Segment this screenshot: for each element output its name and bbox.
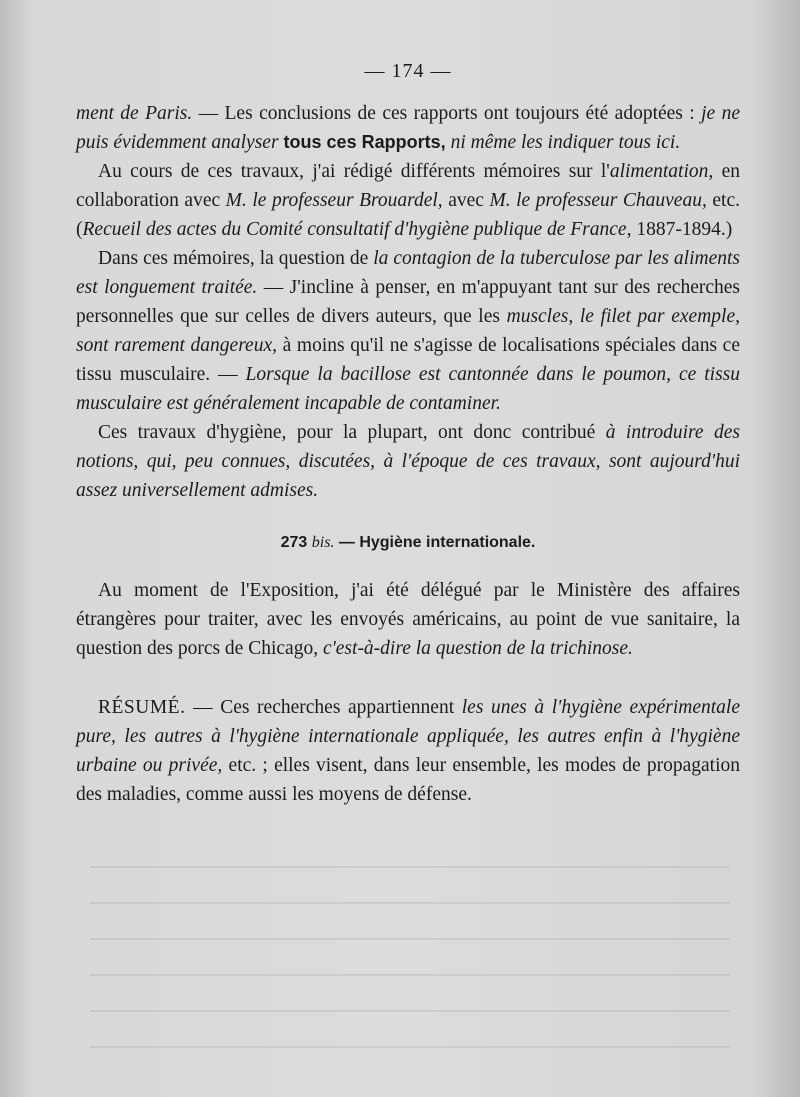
text-run: — Ces recherches appartiennent xyxy=(185,697,462,718)
section-number: 273 xyxy=(280,534,312,551)
text-italic: ni même les indiquer tous ici. xyxy=(450,132,681,153)
text-italic: je ne puis évidemment analyser xyxy=(76,103,740,153)
section-title: — Hygiène internationale. xyxy=(334,534,536,551)
text-run: Au moment de l'Exposition, j'ai été délégué par le Ministère des affaires étrangères pour traiter, avec les envoyés américains, au point de vue sanitaire, la question des porcs de Chicago, xyxy=(76,580,740,659)
text-italic: Recueil des actes du Comité consultatif d'hygiène publique de France, xyxy=(82,219,632,240)
page-content xyxy=(76,60,740,809)
text-run: Ces travaux d'hygiène, pour la plupart, ont donc contribué xyxy=(98,422,606,443)
text-run: à moins qu'il ne s'agisse de localisations spéciales dans ce tissu musculaire. — xyxy=(76,335,740,385)
text-run: Dans ces mémoires, la question de xyxy=(98,248,374,269)
resume-label: RÉSUMÉ. xyxy=(98,697,186,718)
show-through-text xyxy=(90,840,730,1080)
page-number: — 174 — xyxy=(364,60,452,82)
text-run: — Les conclusions de ces rapports ont toujours été adoptées : xyxy=(192,103,702,124)
text-run: — J'incline à penser, en m'appuyant tant sur des recherches personnelles que sur celles de divers auteurs, que les xyxy=(76,277,740,327)
text-italic: ment de Paris. xyxy=(76,103,193,124)
text-run: etc. ( xyxy=(76,190,740,240)
text-italic: la contagion de la tuberculose par les aliments est longuement traitée. xyxy=(76,248,740,298)
text-run: avec xyxy=(442,190,490,211)
text-run: etc. ; elles visent, dans leur ensemble, les modes de propagation des maladies, comme aussi les moyens de défense. xyxy=(76,755,740,805)
paragraph-tuberculose xyxy=(76,244,740,418)
text-italic: les unes à l'hygiène expérimentale pure, les autres à l'hygiène internationale appliquée, les autres enfin à l'hygiène urbaine ou privée, xyxy=(76,697,741,776)
paragraph-travaux xyxy=(76,418,740,505)
text-italic: à introduire des notions, qui, peu connues, discutées, à l'époque de ces travaux, sont aujourd'hui assez universellement admises. xyxy=(76,422,740,501)
text-italic: M. le professeur Chauveau, xyxy=(489,190,707,211)
section-heading xyxy=(76,534,740,552)
text-run: 1887-1894.) xyxy=(631,219,733,240)
paragraph-exposition xyxy=(76,576,740,663)
text-bold: tous ces Rapports, xyxy=(278,132,451,152)
text-italic: c'est-à-dire la question de la trichinose. xyxy=(322,638,633,659)
text-italic: alimentation, xyxy=(609,161,714,182)
text-run: Au cours de ces travaux, j'ai rédigé différents mémoires sur l' xyxy=(98,161,610,182)
text-italic: Lorsque la bacillose est cantonnée dans le poumon, ce tissu musculaire est généralement incapable de contaminer. xyxy=(76,364,740,414)
paragraph-memoires xyxy=(76,157,740,244)
spacer xyxy=(76,663,740,693)
text-italic: muscles, le filet par exemple, sont rarement dangereux, xyxy=(76,306,740,356)
paragraph-rapports xyxy=(76,99,740,157)
text-run: en collaboration avec xyxy=(76,161,741,211)
section-bis: bis. xyxy=(311,534,335,551)
text-italic: M. le professeur Brouardel, xyxy=(225,190,443,211)
paragraph-resume xyxy=(76,693,740,809)
